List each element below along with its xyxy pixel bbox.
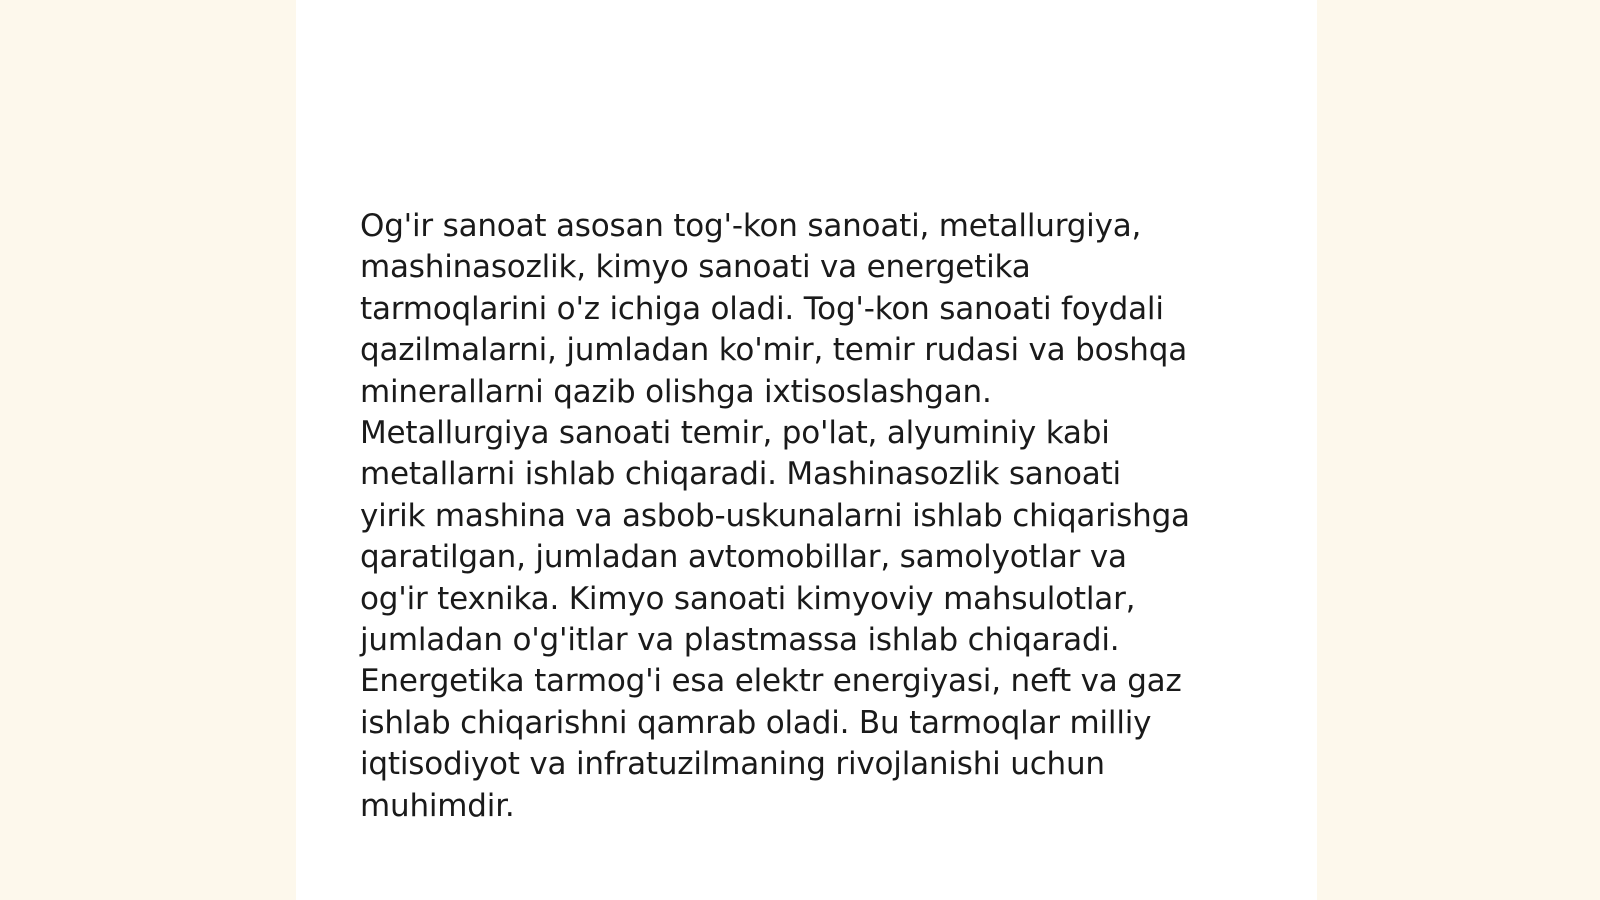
document-page (296, 0, 1317, 900)
body-paragraph: Og'ir sanoat asosan tog'-kon sanoati, metallurgiya, mashinasozlik, kimyo sanoati va energetika tarmoqlarini o'z ichiga oladi. Tog'-kon sanoati foydali qazilmalarni, jumladan ko'mir, temir rudasi va boshqa minerallarni qazib olishga ixtisoslashgan. Metallurgiya sanoati temir, po'lat, alyuminiy kabi metallarni ishlab chiqaradi. Mashinasozlik sanoati yirik mashina va asbob-uskunalarni ishlab chiqarishga qaratilgan, jumladan avtomobillar, samolyotlar va og'ir texnika. Kimyo sanoati kimyoviy mahsulotlar, jumladan o'g'itlar va plastmassa ishlab chiqaradi. Energetika tarmog'i esa elektr energiyasi, neft va gaz ishlab chiqarishni qamrab oladi. Bu tarmoqlar milliy iqtisodiyot va infratuzilmaning rivojlanishi uchun muhimdir. (360, 208, 1190, 824)
